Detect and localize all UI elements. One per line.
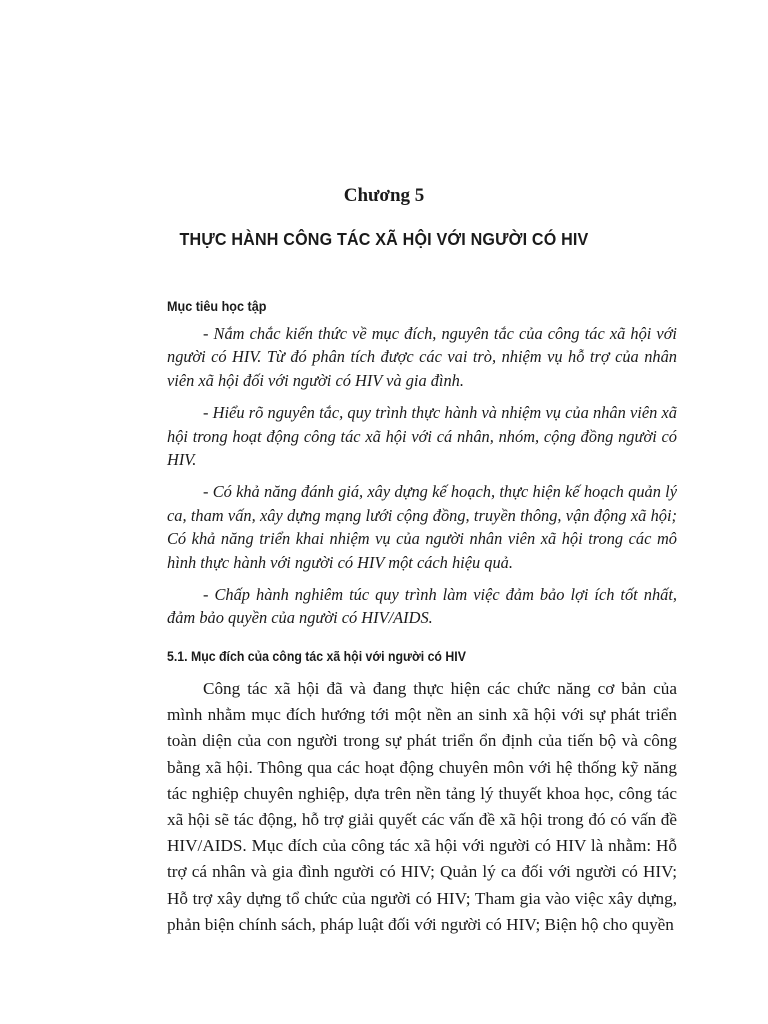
learning-goals-heading: Mục tiêu học tập bbox=[167, 298, 267, 314]
learning-goals-list bbox=[167, 322, 677, 639]
section-5-1-body bbox=[167, 676, 677, 942]
section-heading-5-1: 5.1. Mục đích của công tác xã hội với người có HIV bbox=[167, 648, 466, 664]
chapter-title: THỰC HÀNH CÔNG TÁC XÃ HỘI VỚI NGƯỜI CÓ HIV bbox=[179, 229, 589, 249]
learning-goal-item: - Có khả năng đánh giá, xây dựng kế hoạch, thực hiện kế hoạch quản lý ca, tham vấn, xây dựng mạng lưới cộng đồng, truyền thông, vận động xã hội; Có khả năng triển khai nhiệm vụ của người nhân viên xã hội trong các mô hình thực hành với người có HIV một cách hiệu quả. bbox=[167, 482, 677, 572]
learning-goal-item: - Hiểu rõ nguyên tắc, quy trình thực hành và nhiệm vụ của nhân viên xã hội trong hoạt động công tác xã hội với cá nhân, nhóm, cộng đồng người có HIV. bbox=[167, 403, 677, 470]
chapter-number: Chương 5 bbox=[343, 185, 425, 206]
learning-goal-item: - Nắm chắc kiến thức về mục đích, nguyên tắc của công tác xã hội với người có HIV. Từ đó phân tích được các vai trò, nhiệm vụ hỗ trợ của nhân viên xã hội đối với người có HIV và gia đình. bbox=[167, 324, 677, 390]
learning-goal-item: - Chấp hành nghiêm túc quy trình làm việc đảm bảo lợi ích tốt nhất, đảm bảo quyền của người có HIV/AIDS. bbox=[167, 585, 677, 628]
body-paragraph: Công tác xã hội đã và đang thực hiện các chức năng cơ bản của mình nhằm mục đích hướng tới một nền an sinh xã hội với sự phát triển toàn diện của con người trong sự phát triển ổn định của tiến bộ và công bằng xã hội. Thông qua các hoạt động chuyên môn với hệ thống kỹ năng tác nghiệp chuyên nghiệp, dựa trên nền tảng lý thuyết khoa học, công tác xã hội sẽ tác động, hỗ trợ giải quyết các vấn đề xã hội trong đó có vấn đề HIV/AIDS. Mục đích của công tác xã hội với người có HIV là nhằm: Hỗ trợ cá nhân và gia đình người có HIV; Quản lý ca đối với người có HIV; Hỗ trợ xây dựng tổ chức của người có HIV; Tham gia vào việc xây dựng, phản biện chính sách, pháp luật đối với người có HIV; Biện hộ cho quyền bbox=[167, 679, 677, 934]
